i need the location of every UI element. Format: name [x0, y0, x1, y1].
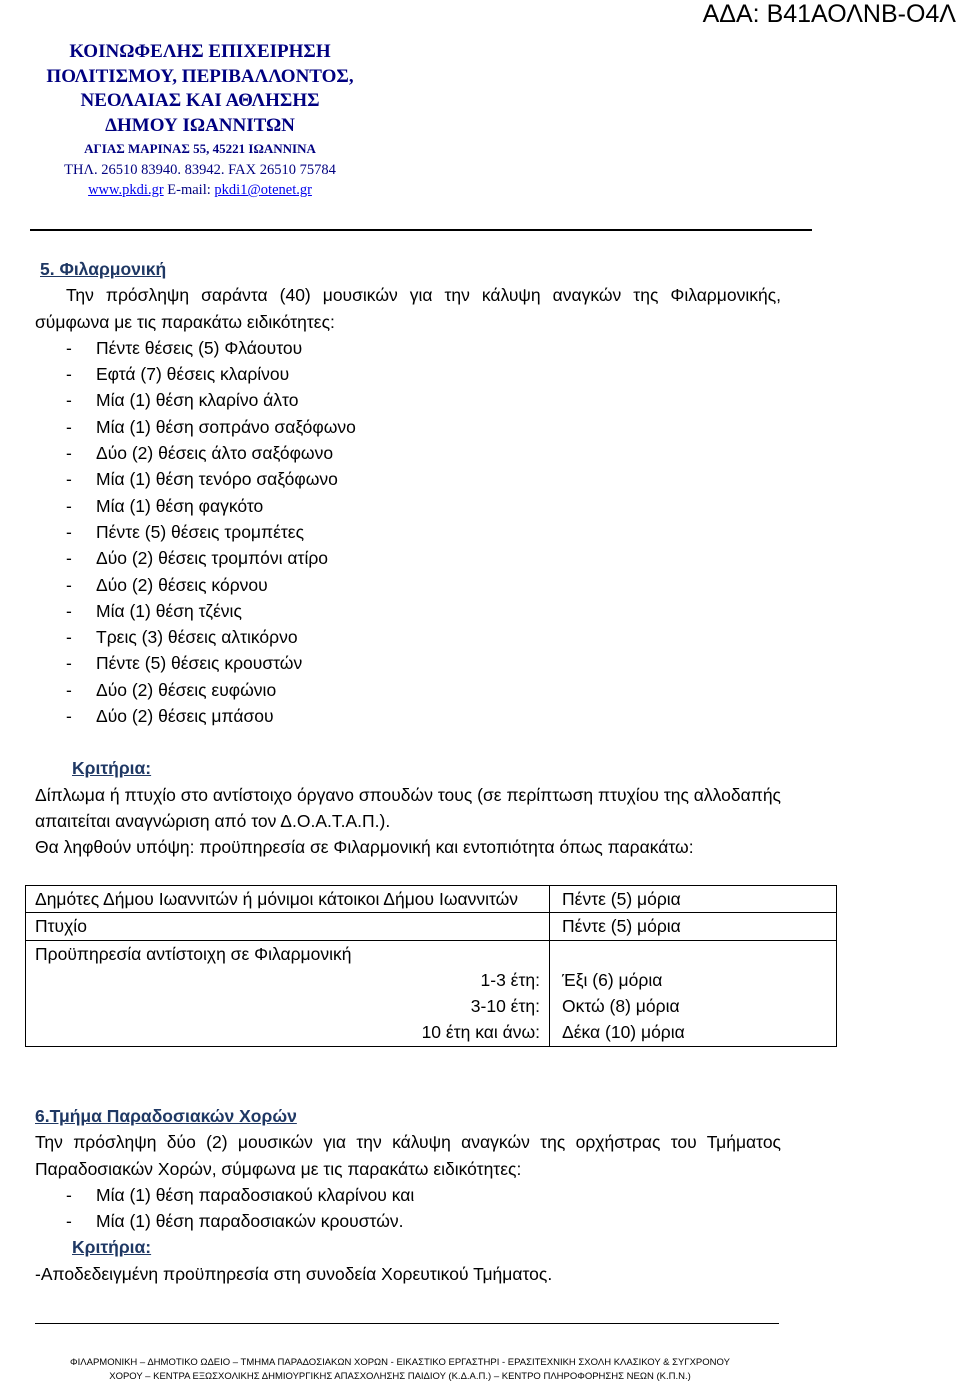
experience-range: 10 έτη και άνω:	[421, 1022, 540, 1043]
section-6-title: 6.Τμήμα Παραδοσιακών Χορών	[35, 1106, 297, 1126]
list-item-text: Δύο (2) θέσεις άλτο σαξόφωνο	[96, 443, 334, 464]
list-dash: -	[66, 364, 72, 385]
section-5-positions-list	[66, 335, 781, 729]
footer-divider	[35, 1323, 779, 1324]
list-dash: -	[66, 653, 72, 674]
section-5-title: 5. Φιλαρμονική	[40, 259, 167, 279]
footer-line-2: ΧΟΡΟΥ – ΚΕΝΤΡΑ ΕΞΩΣΧΟΛΙΚΗΣ ΔΗΜΙΟΥΡΓΙΚΗΣ ΑΠΑΣΧΟΛΗΣΗΣ ΠΑΙΔΙΟΥ (Κ.Δ.Α.Π.) – ΚΕΝΤΡΟ ΠΛΗΡΟΦΟΡΗΣΗΣ ΝΕΩΝ (Κ.Π.Ν.)	[109, 1370, 691, 1382]
section-6-positions-list	[66, 1182, 781, 1235]
list-dash: -	[66, 416, 72, 437]
email-link[interactable]: pkdi1@otenet.gr	[214, 182, 312, 198]
website-link[interactable]: www.pkdi.gr	[88, 182, 164, 198]
section-5-criteria-label: Κριτήρια:	[72, 758, 152, 779]
list-item	[66, 361, 781, 387]
list-dash: -	[66, 627, 72, 648]
list-dash: -	[66, 337, 72, 358]
section-6-intro: Την πρόσληψη δύο (2) μουσικών για την κάλυψη αναγκών της ορχήστρας του Τμήματος Παραδοσιακών Χορών, σύμφωνα με τις παρακάτω ειδικότητες:	[35, 1132, 781, 1179]
list-item-text: Μία (1) θέση τζένις	[96, 600, 242, 621]
list-item-text: Πέντε (5) θέσεις τρομπέτες	[96, 521, 305, 542]
list-item-text: Πέντε θέσεις (5) Φλάουτου	[96, 337, 303, 358]
list-item	[66, 1182, 781, 1208]
list-item	[66, 387, 781, 413]
section-5-intro: Την πρόσληψη σαράντα (40) μουσικών για την κάλυψη αναγκών της Φιλαρμονικής, σύμφωνα με τις παρακάτω ειδικότητες:	[35, 285, 781, 332]
list-dash: -	[66, 679, 72, 700]
list-dash: -	[66, 469, 72, 490]
table-cell-experience-points	[550, 940, 837, 1046]
organization-header	[20, 40, 380, 200]
list-dash: -	[66, 495, 72, 516]
document-body	[35, 256, 781, 861]
org-phone: ΤΗΛ. 26510 83940. 83942. FAX 26510 75784	[64, 162, 336, 178]
org-contact	[20, 180, 380, 200]
list-item	[66, 624, 781, 650]
org-name-line-4: ΔΗΜΟΥ ΙΩΑΝΝΙΤΩΝ	[105, 114, 295, 136]
list-dash: -	[66, 1211, 72, 1232]
table-cell-degree: Πτυχίο	[26, 913, 550, 940]
list-item-text: Τρεις (3) θέσεις αλτικόρνο	[96, 627, 298, 648]
list-dash: -	[66, 574, 72, 595]
list-item-text: Δύο (2) θέσεις ευφώνιο	[96, 679, 277, 700]
section-5-points-intro: Θα ληφθούν υπόψη: προϋπηρεσία σε Φιλαρμονική και εντοπιότητα όπως παρακάτω:	[35, 837, 694, 858]
section-6-criteria-label: Κριτήρια:	[72, 1237, 152, 1258]
experience-label: Προϋπηρεσία αντίστοιχη σε Φιλαρμονική	[35, 943, 352, 964]
experience-points: Έξι (6) μόρια	[562, 969, 663, 990]
list-item	[66, 650, 781, 676]
points-table	[25, 885, 837, 1047]
list-item-text: Πέντε (5) θέσεις κρουστών	[96, 653, 303, 674]
list-item	[66, 519, 781, 545]
list-item	[66, 335, 781, 361]
list-item-text: Δύο (2) θέσεις μπάσου	[96, 706, 274, 727]
experience-range: 1-3 έτη:	[480, 969, 540, 990]
section-6-criteria-text: -Αποδεδειγμένη προϋπηρεσία στη συνοδεία Χορευτικού Τμήματος.	[35, 1263, 553, 1284]
table-cell-experience	[26, 940, 550, 1046]
list-item	[66, 466, 781, 492]
org-address: ΑΓΙΑΣ ΜΑΡΙΝΑΣ 55, 45221 ΙΩΑΝΝΙΝΑ	[84, 141, 316, 156]
list-item-text: Μία (1) θέση παραδοσιακού κλαρίνου και	[96, 1184, 415, 1205]
list-item-text: Εφτά (7) θέσεις κλαρίνου	[96, 364, 290, 385]
list-dash: -	[66, 443, 72, 464]
list-item	[66, 572, 781, 598]
list-item	[66, 414, 781, 440]
table-row	[26, 940, 837, 1046]
experience-range: 3-10 έτη:	[470, 996, 540, 1017]
table-cell-residence-points: Πέντε (5) μόρια	[550, 886, 837, 913]
org-name-line-2: ΠΟΛΙΤΙΣΜΟΥ, ΠΕΡΙΒΑΛΛΟΝΤΟΣ,	[46, 65, 354, 87]
list-item	[66, 493, 781, 519]
footer-line-1: ΦΙΛΑΡΜΟΝΙΚΗ – ΔΗΜΟΤΙΚΟ ΩΔΕΙΟ – ΤΜΗΜΑ ΠΑΡΑΔΟΣΙΑΚΩΝ ΧΟΡΩΝ - ΕΙΚΑΣΤΙΚΟ ΕΡΓΑΣΤΗΡΙ - ΕΡΑΣΙΤΕΧΝΙΚΗ ΣΧΟΛΗ ΚΛΑΣΙΚΟΥ & ΣΥΓΧΡΟΝΟΥ	[70, 1357, 730, 1368]
list-item-text: Μία (1) θέση κλαρίνο άλτο	[96, 390, 299, 411]
list-dash: -	[66, 706, 72, 727]
list-dash: -	[66, 548, 72, 569]
list-item	[66, 677, 781, 703]
list-item	[66, 1208, 781, 1234]
section-6	[35, 1103, 781, 1287]
list-item-text: Μία (1) θέση φαγκότο	[96, 495, 264, 516]
header-divider	[30, 229, 812, 231]
list-item-text: Μία (1) θέση τενόρο σαξόφωνο	[96, 469, 338, 490]
list-item	[66, 598, 781, 624]
table-cell-residence: Δημότες Δήμου Ιωαννιτών ή μόνιμοι κάτοικοι Δήμου Ιωαννιτών	[26, 886, 550, 913]
org-name-line-1: ΚΟΙΝΩΦΕΛΗΣ ΕΠΙΧΕΙΡΗΣΗ	[69, 41, 331, 62]
table-row	[26, 913, 837, 940]
table-row	[26, 886, 837, 913]
ada-code: ΑΔΑ: Β41ΑΟΛΝΒ-Ο4Λ	[702, 0, 956, 28]
list-item-text: Μία (1) θέση παραδοσιακών κρουστών.	[96, 1211, 404, 1232]
table-cell-degree-points: Πέντε (5) μόρια	[550, 913, 837, 940]
experience-points: Δέκα (10) μόρια	[562, 1022, 685, 1043]
section-5-criteria-text: Δίπλωμα ή πτυχίο στο αντίστοιχο όργανο σπουδών τους (σε περίπτωση πτυχίου της αλλοδαπής απαιτείται αναγνώριση από τον Δ.Ο.Α.Τ.Α.Π.).	[35, 784, 781, 831]
experience-points: Οκτώ (8) μόρια	[562, 996, 680, 1017]
list-item	[66, 703, 781, 729]
list-item	[66, 545, 781, 571]
org-name-line-3: ΝΕΟΛΑΙΑΣ ΚΑΙ ΑΘΛΗΣΗΣ	[80, 90, 320, 111]
list-dash: -	[66, 390, 72, 411]
list-item-text: Δύο (2) θέσεις τρομπόνι ατίρο	[96, 548, 329, 569]
list-dash: -	[66, 521, 72, 542]
list-item-text: Δύο (2) θέσεις κόρνου	[96, 574, 268, 595]
list-dash: -	[66, 1184, 72, 1205]
email-label: E-mail:	[163, 182, 215, 198]
list-item-text: Μία (1) θέση σοπράνο σαξόφωνο	[96, 416, 356, 437]
page-footer	[0, 1356, 800, 1383]
list-dash: -	[66, 600, 72, 621]
list-item	[66, 440, 781, 466]
